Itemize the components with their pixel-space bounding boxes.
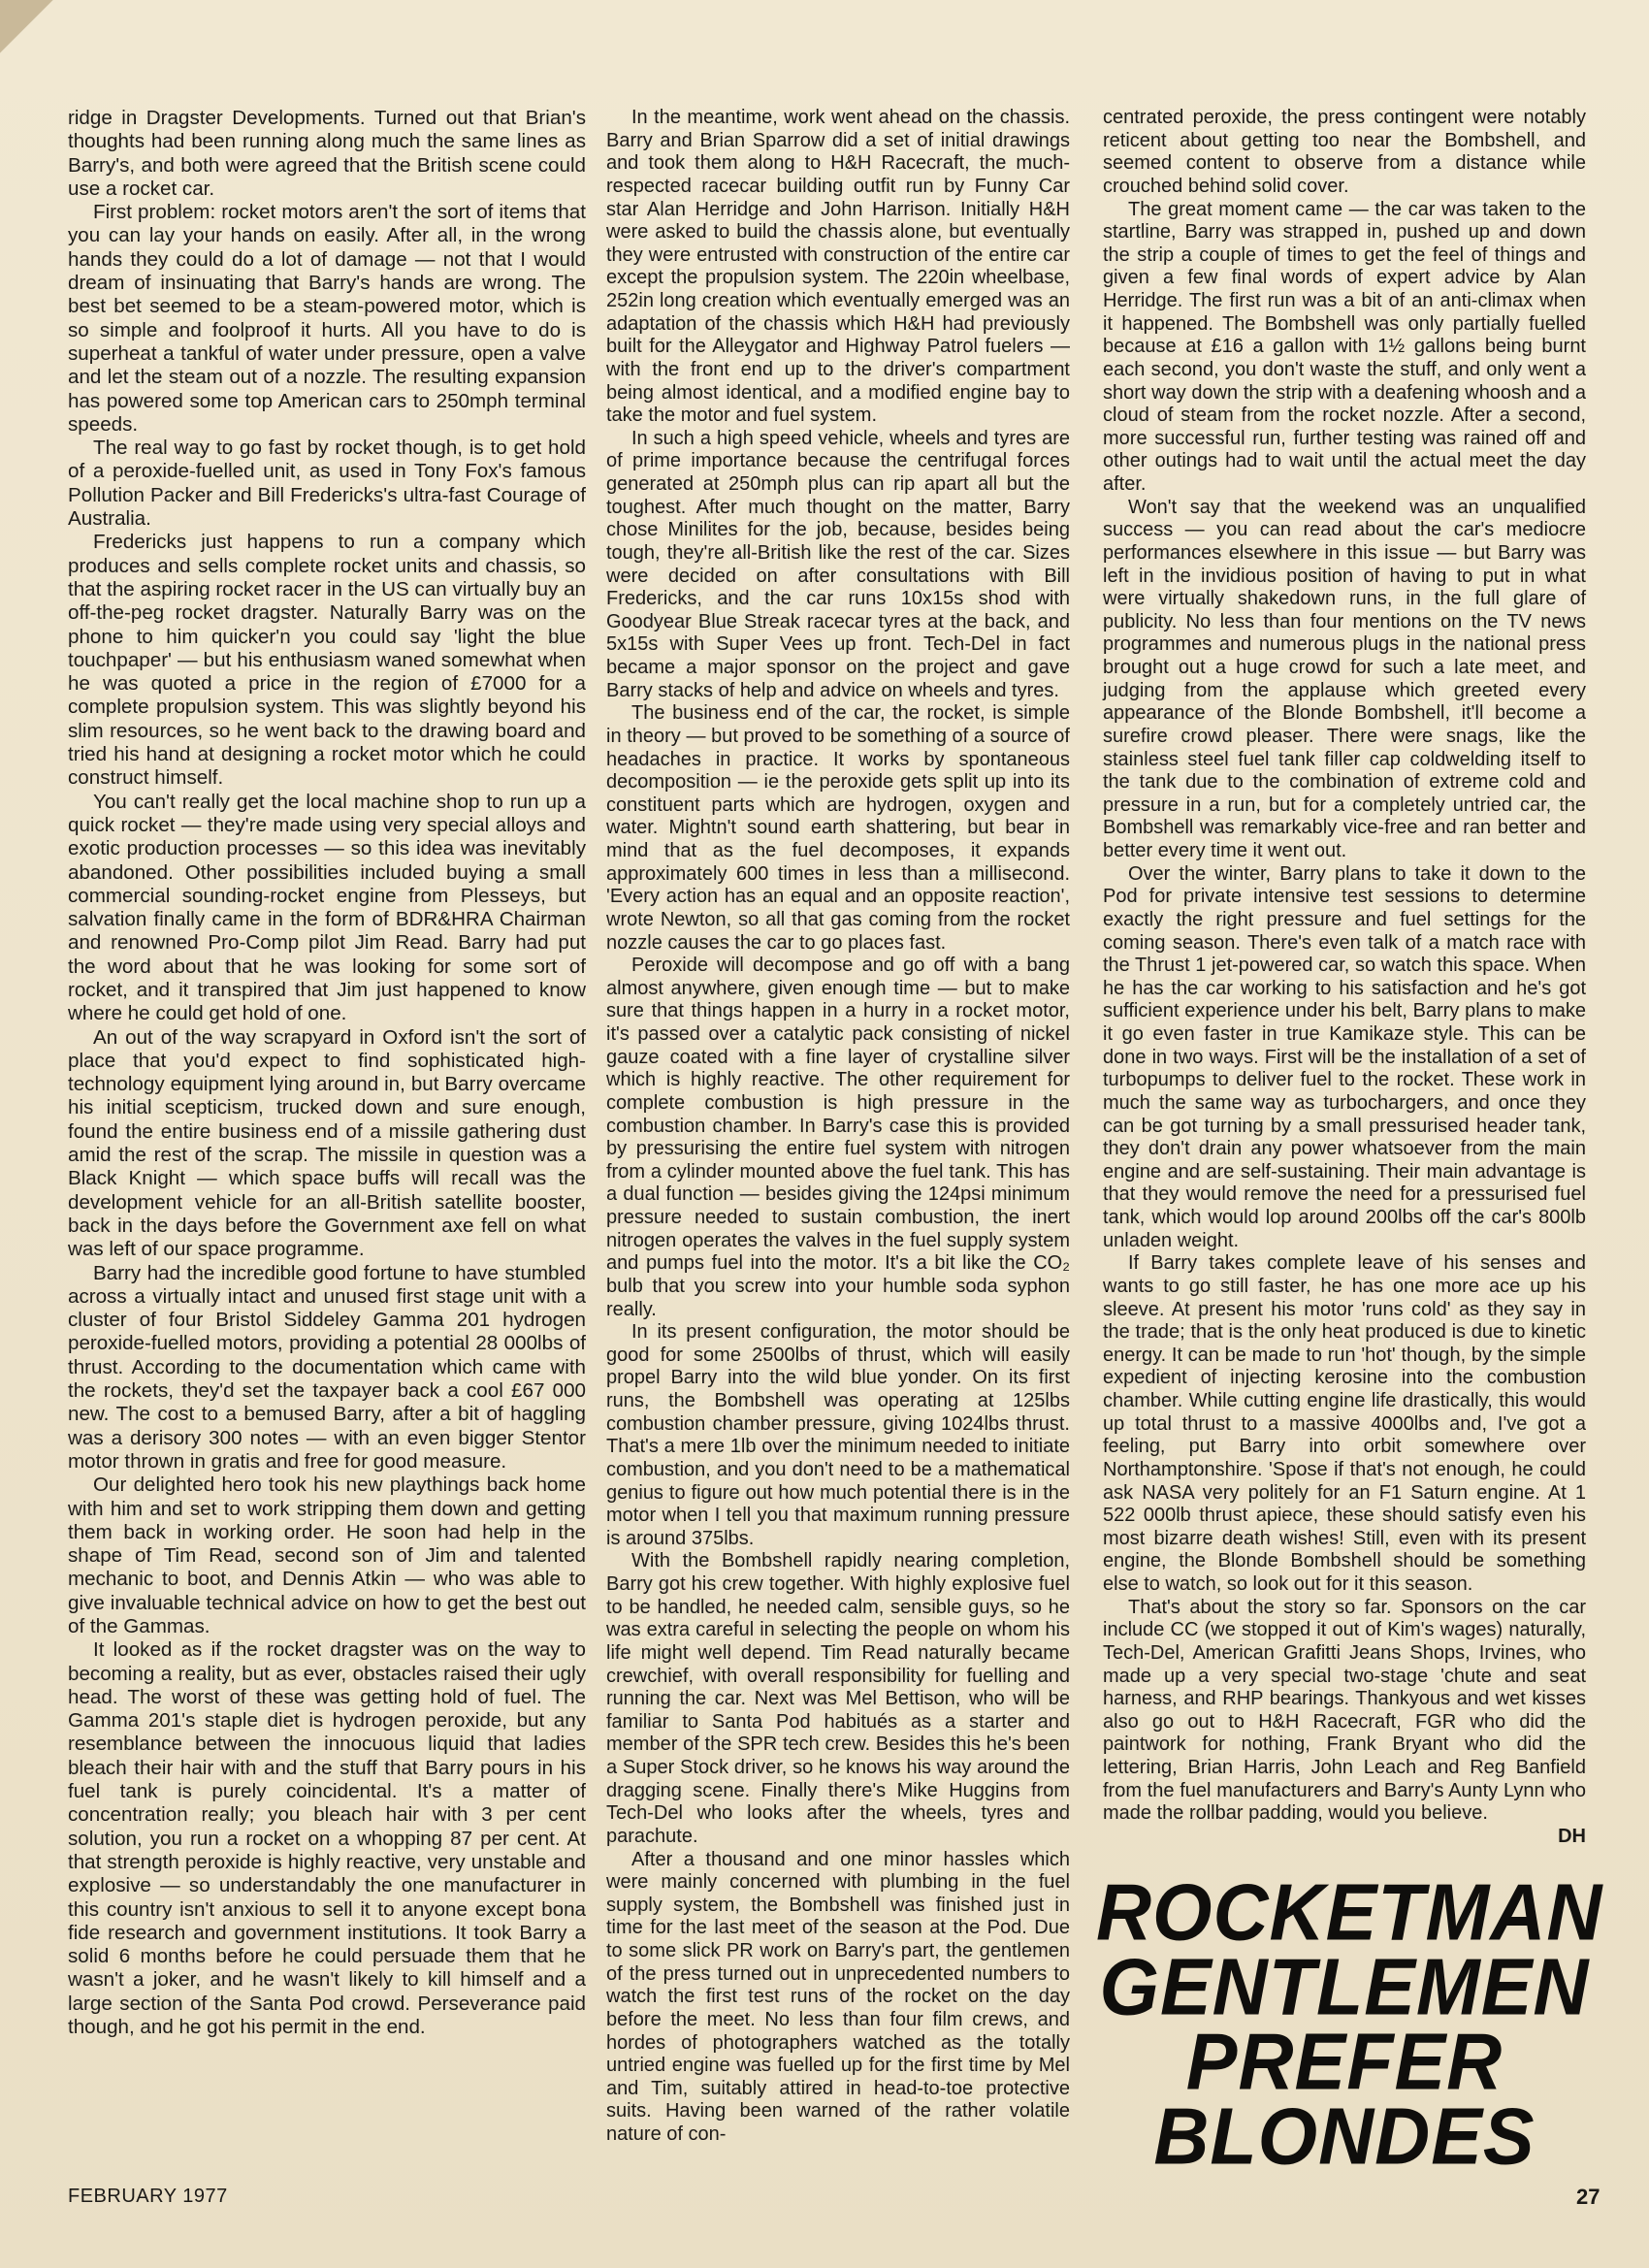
paragraph: After a thousand and one minor hassles which were mainly concerned with plumbing in the fuel supply system, the Bombshell was finished just in time for the last meet of the season at the Pod. Due to some slick PR work on Barry's part, the gentlemen of the press turned out in unprecedented numbers to watch the first test runs of the rocket on the day before the meet. No less than four film crews, and hordes of photographers watched as the totally untried engine was fuelled up for the first time by Mel and Tim, suitably attired in head-to-toe protective suits. Having been warned of the rather volatile nature of con- [606, 1848, 1070, 2145]
paragraph: That's about the story so far. Sponsors on the car include CC (we stopped it out of Kim's wages) naturally, Tech-Del, American Grafitti Jeans Shops, Irvines, who made up a very special two-stage 'chute and seat harness, and RHP bearings. Thankyous and wet kisses also go out to H&H Racecraft, FGR who did the paintwork for nothing, Frank Bryant who did the lettering, Brian Harris, John Leach and Reg Banfield from the fuel manufacturers and Barry's Aunty Lynn who made the rollbar padding, would you believe. [1103, 1596, 1586, 1825]
paragraph: In the meantime, work went ahead on the chassis. Barry and Brian Sparrow did a set of initial drawings and took them along to H&H Racecraft, the much-respected racecar building outfit run by Funny Car star Alan Herridge and John Harrison. Initially H&H were asked to build the chassis alone, but eventually they were entrusted with construction of the entire car except the propulsion system. The 220in wheelbase, 252in long creation which eventually emerged was an adaptation of the chassis which H&H had previously built for the Alleygator and Highway Patrol fuelers — with the front end up to the driver's compartment being almost identical, and a modified engine bay to take the motor and fuel system. [606, 107, 1070, 427]
page-number: 27 [1576, 2185, 1600, 2209]
paragraph: First problem: rocket motors aren't the sort of items that you can lay your hands on easily. After all, in the wrong hands they could do a lot of damage — not that I would dream of insinuating that Barry's hands are wrong. The best bet seemed to be a steam-powered motor, which is so simple and foolproof it hurts. All you have to do is superheat a tankful of water under pressure, open a valve and let the steam out of a nozzle. The resulting expansion has powered some top American cars to 250mph terminal speeds. [68, 201, 586, 436]
text-column-3 [1103, 107, 1586, 1849]
paragraph: Barry had the incredible good fortune to have stumbled across a virtually intact and unused first stage unit with a cluster of four Bristol Siddeley Gamma 201 hydrogen peroxide-fuelled motors, providing a potential 28 000lbs of thrust. According to the documentation which came with the rockets, they'd set the taxpayer back a cool £67 000 new. The cost to a bemused Barry, after a bit of haggling was a derisory 300 notes — with an even bigger Stentor motor thrown in gratis and free for good measure. [68, 1261, 586, 1473]
author-byline: DH [1558, 1825, 1586, 1847]
paragraph: If Barry takes complete leave of his senses and wants to go still faster, he has one more ace up his sleeve. At present his motor 'runs cold' as they say in the trade; that is the only heat produced is due to kinetic energy. It can be made to run 'hot' though, by the simple expedient of injecting kerosine into the combustion chamber. While cutting engine life drastically, this would up total thrust to a massive 4000lbs and, I've got a feeling, put Barry into orbit somewhere over Northamptonshire. 'Spose if that's not enough, he could ask NASA very politely for an F1 Saturn engine. At 1 522 000lb thrust apiece, these should satisfy even his most bizarre death wishes! Still, even with its present engine, the Blonde Bombshell should be something else to watch, so look out for it this season. [1103, 1252, 1586, 1595]
article-headline [1096, 1865, 1603, 2182]
paragraph: ridge in Dragster Developments. Turned out that Brian's thoughts had been running along much the same lines as Barry's, and both were agreed that the British scene could use a rocket car. [68, 107, 586, 200]
text-column-1 [68, 107, 586, 2039]
paragraph: In such a high speed vehicle, wheels and tyres are of prime importance because the centrifugal forces generated at 250mph plus can rip apart all but the toughest. After much thought on the matter, Barry chose Minilites for the job, because, besides being tough, they're all-British like the rest of the car. Sizes were decided on after consultations with Bill Fredericks, and the car runs 10x15s shod with Goodyear Blue Streak racecar tyres at the back, and 5x15s with Super Vees up front. Tech-Del in fact became a major sponsor on the project and gave Barry stacks of help and advice on wheels and tyres. [606, 427, 1070, 701]
headline-line: BLONDES [1153, 2090, 1536, 2182]
text-column-2 [606, 107, 1070, 2147]
folded-corner [0, 0, 58, 58]
paragraph: centrated peroxide, the press contingent were notably reticent about getting too near the Bombshell, and seemed content to observe from a distance while crouched behind solid cover. [1103, 107, 1586, 197]
paragraph: The great moment came — the car was taken to the startline, Barry was strapped in, pushed up and down the strip a couple of times to get the feel of things and given a few final words of expert advice by Alan Herridge. The first run was a bit of an anti-climax when it happened. The Bombshell was only partially fuelled because at £16 a gallon with 1½ gallons being burnt each second, you don't waste the stuff, and only went a short way down the strip with a deafening whoosh and a cloud of steam from the rocket nozzle. After a second, more successful run, further testing was rained off and other outings had to wait until the actual meet the day after. [1103, 198, 1586, 495]
paragraph: Won't say that the weekend was an unqualified success — you can read about the car's mediocre performances elsewhere in this issue — but Barry was left in the invidious position of having to put in what were virtually shakedown runs, in the full glare of publicity. No less than four mentions on the TV news programmes and numerous plugs in the national press brought out a huge crowd for such a late meet, and judging from the applause which greeted every appearance of the Blonde Bombshell, it'll become a surefire crowd pleaser. There were snags, like the stainless steel fuel tank filler cap coldwelding itself to the tank due to the combination of extreme cold and pressure in a run, but for a completely untried car, the Bombshell was remarkably vice-free and ran better and better every time it went out. [1103, 496, 1586, 861]
paragraph: With the Bombshell rapidly nearing completion, Barry got his crew together. With highly explosive fuel to be handled, he needed calm, sensible guys, so he was extra careful in selecting the people on whom his life might well depend. Tim Read naturally became crewchief, with overall responsibility for fuelling and running the car. Next was Mel Bettison, who will be familiar to Santa Pod habitués as a starter and member of the SPR tech crew. Besides this he's been a Super Stock driver, so he knows his way around the dragging scene. Finally there's Mike Huggins from Tech-Del who looks after the wheels, tyres and parachute. [606, 1550, 1070, 1847]
headline-line: ROCKETMAN [1096, 1865, 1603, 1958]
paragraph: The business end of the car, the rocket, is simple in theory — but proved to be something of a source of headaches in practice. It works by spontaneous decomposition — ie the peroxide gets split up into its constituent parts which are hydrogen, oxygen and water. Mightn't sound earth shattering, but bear in mind that as the fuel decomposes, it expands approximately 600 times in less than a millisecond. 'Every action has an equal and an opposite reaction', wrote Newton, so all that gas coming from the rocket nozzle causes the car to go places fast. [606, 702, 1070, 954]
paragraph: Our delighted hero took his new playthings back home with him and set to work stripping them down and getting them back in working order. He soon had help in the shape of Tim Read, second son of Jim and talented mechanic to boot, and Dennis Atkin — who was able to give invaluable technical advice on how to get the best out of the Gammas. [68, 1474, 586, 1637]
paragraph: In its present configuration, the motor should be good for some 2500lbs of thrust, which will easily propel Barry into the wild blue yonder. On its first runs, the Bombshell was operating at 125lbs combustion chamber pressure, giving 1024lbs thrust. That's a mere 1lb over the minimum needed to initiate combustion, and you don't need to be a mathematical genius to figure out how much potential there is in the motor when I tell you that maximum running pressure is around 375lbs. [606, 1321, 1070, 1549]
paragraph: It looked as if the rocket dragster was on the way to becoming a reality, but as ever, obstacles raised their ugly head. The worst of these was getting hold of fuel. The Gamma 201's staple diet is hydrogen peroxide, but any resemblance between the innocuous liquid that ladies bleach their hair with and the stuff that Barry pours in his fuel tank is purely coincidental. It's a matter of concentration really; you bleach hair with 3 per cent solution, you run a rocket on a whopping 87 per cent. At that strength peroxide is highly reactive, very unstable and explosive — so understandably the one manufacturer in this country isn't anxious to sell it to anyone except bona fide research and government institutions. It took Barry a solid 6 months before he could persuade them that he wasn't a joker, and he wasn't likely to kill himself and a large section of the Santa Pod crowd. Perseverance paid though, and he got his permit in the end. [68, 1638, 586, 2039]
paragraph: Fredericks just happens to run a company which produces and sells complete rocket units and chassis, so that the aspiring rocket racer in the US can virtually buy an off-the-peg rocket dragster. Naturally Barry was on the phone to him quicker'n you could say 'light the blue touchpaper' — but his enthusiasm waned somewhat when he was quoted a price in the region of £7000 for a complete propulsion system. This was slightly beyond his slim resources, so he went back to the drawing board and tried his hand at designing a rocket motor which he could construct himself. [68, 531, 586, 790]
headline-line: GENTLEMEN [1099, 1940, 1590, 2032]
paragraph: You can't really get the local machine shop to run up a quick rocket — they're made using very special alloys and exotic production processes — so this idea was inevitably abandoned. Other possibilities included buying a small commercial sounding-rocket engine from Plesseys, but salvation finally came in the form of BDR&HRA Chairman and renowned Pro-Comp pilot Jim Read. Barry had put the word about that he was looking for some sort of rocket, and it transpired that Jim just happened to know where he could get hold of one. [68, 790, 586, 1025]
paragraph: The real way to go fast by rocket though, is to get hold of a peroxide-fuelled unit, as used in Tony Fox's famous Pollution Packer and Bill Fredericks's ultra-fast Courage of Australia. [68, 437, 586, 531]
issue-date: FEBRUARY 1977 [68, 2186, 228, 2207]
paragraph: Over the winter, Barry plans to take it down to the Pod for private intensive test sessions to determine exactly the right pressure and fuel settings for the coming season. There's even talk of a match race with the Thrust 1 jet-powered car, so watch this space. When he has the car working to his satisfaction and he's got sufficient experience under his belt, Barry plans to make it go even faster in true Kamikaze style. This can be done in two ways. First will be the installation of a set of turbopumps to deliver fuel to the rocket. These work in much the same way as turbochargers, and once they can be got turning by a small pressurised header tank, they don't drain any power whatsoever from the main engine and are self-sustaining. Their main advantage is that they would remove the need for a pressurised fuel tank, which would lop around 200lbs off the car's 800lb unladen weight. [1103, 862, 1586, 1251]
paragraph: An out of the way scrapyard in Oxford isn't the sort of place that you'd expect to find sophisticated high-technology equipment lying around in, but Barry overcame his initial scepticism, trucked down and sure enough, found the entire business end of a missile gathering dust amid the rest of the scrap. The missile in question was a Black Knight — which space buffs will recall was the development vehicle for an all-British satellite booster, back in the days before the Government axe fell on what was left of our space programme. [68, 1025, 586, 1261]
headline-line: PREFER [1185, 2015, 1504, 2107]
paragraph: Peroxide will decompose and go off with a bang almost anywhere, given enough time — but to make sure that things happen in a hurry in a rocket motor, it's passed over a catalytic pack consisting of nickel gauze coated with a fine layer of crystalline silver which is highly reactive. The other requirement for complete combustion is high pressure in the combustion chamber. In Barry's case this is provided by pressurising the entire fuel system with nitrogen from a cylinder mounted above the fuel tank. This has a dual function — besides giving the 124psi minimum pressure needed to sustain combustion, the inert nitrogen operates the valves in the fuel supply system and pumps fuel into the motor. It's a bit like the CO₂ bulb that you screw into your humble soda syphon really. [606, 955, 1070, 1320]
